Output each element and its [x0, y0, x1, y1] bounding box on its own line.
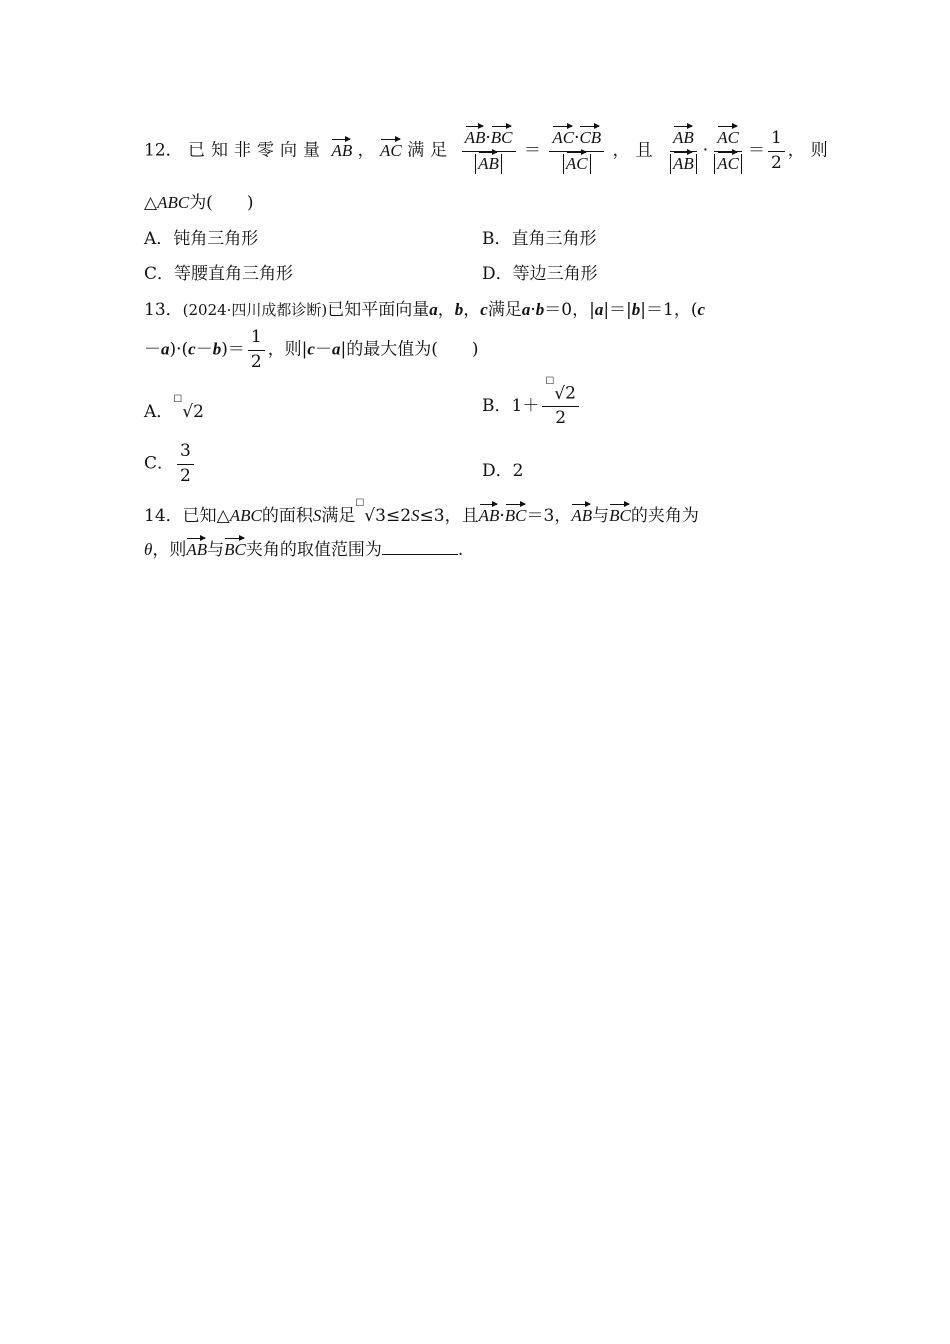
q13-opt-c-num: 3: [177, 442, 194, 465]
q12-line2: [144, 188, 253, 213]
q13-satisfy: 满足: [487, 300, 522, 320]
q13-option-c[interactable]: [144, 442, 197, 486]
q13-paren: )·(: [169, 339, 189, 360]
q13-eq-half: )＝: [221, 339, 245, 360]
frac1-num-b: BC: [490, 128, 513, 147]
q13-opt-c-label: C．: [144, 453, 175, 474]
vec-c: c: [480, 300, 488, 319]
q14-line2: [144, 535, 463, 560]
q14-s: S: [312, 506, 322, 525]
frac3-num: AB: [673, 128, 694, 147]
q13-line1: 13．(2024·四川成都诊断)已知平面向量a，b，c满足a·b＝0，|a|＝|b|＝1，(c: [144, 300, 706, 320]
vector-ac: AC: [380, 140, 402, 160]
q14-vector-ab-3: AB: [186, 540, 208, 559]
q14-vector-ab: AB: [478, 506, 500, 525]
q14-stem8: 的夹角为: [630, 506, 699, 526]
q12-fraction-4: [711, 128, 745, 174]
frac2-num-b: CB: [579, 128, 602, 147]
q12-fraction-2: $\frac{AC\cdot CB}{AC}$: [549, 128, 604, 174]
q12-option-b[interactable]: B．直角三角形: [482, 229, 597, 249]
q13-opt-b-pre: 1＋: [511, 395, 540, 416]
q13-dot: ·: [530, 300, 536, 320]
vec-c-4: c: [307, 339, 315, 359]
q12-line2-rest: 为( ): [189, 193, 254, 213]
vec-b: b: [454, 300, 464, 319]
q13-opt-b-frac: [542, 376, 579, 429]
vec-b-3: b: [631, 300, 641, 319]
q13-option-a[interactable]: [144, 394, 204, 422]
frac2-den: AC: [565, 153, 588, 173]
q13-eq0: ＝0，: [544, 300, 590, 320]
q12-fraction-3: [667, 128, 700, 174]
q14-vector-bc-3: BC: [224, 540, 246, 559]
q14-stem3: 满足: [321, 506, 356, 526]
q14-stem1: 已知△: [182, 506, 230, 526]
vec-a: a: [429, 300, 438, 319]
q12-half-num: 1: [768, 129, 785, 152]
q14-stem9: ，则: [152, 540, 187, 560]
frac4-num: AC: [717, 128, 739, 147]
q13-opt-a-val: 2: [193, 402, 204, 422]
q13-eq1: ＝1，(: [646, 300, 698, 320]
q13-opt-a-label: A．: [144, 402, 174, 422]
triangle-symbol: △: [144, 193, 158, 213]
q13-opt-b-label: B．: [482, 395, 512, 416]
q13-mod-eq: ＝: [609, 300, 627, 320]
q14-number: 14．: [144, 506, 183, 526]
q12-eq-2: ＝: [747, 140, 765, 161]
q13-then: ，则|: [267, 339, 308, 360]
vec-a-4: a: [161, 339, 170, 359]
sqrt-icon: ☐√: [545, 376, 566, 404]
q12-number: 12．: [144, 140, 183, 161]
vec-a-3: a: [594, 300, 604, 319]
q12-fraction-1: $\frac{AB\cdot BC}{AB}$: [462, 128, 516, 174]
q14-stem7: 与: [592, 506, 610, 526]
q14-vector-bc-2: BC: [609, 506, 631, 525]
sqrt-icon: ☐√: [355, 498, 376, 526]
q12-stem-prefix: 已知非零向量: [188, 140, 327, 161]
frac2-num-a: AC: [552, 128, 575, 147]
q13-option-d[interactable]: D．2: [482, 461, 524, 481]
q13-stem1: 已知平面向量: [327, 300, 430, 320]
q12-eq: ＝: [523, 140, 541, 161]
q13-opt-c-frac: [177, 442, 194, 486]
q14-vector-ab-2: AB: [571, 506, 593, 525]
vec-c-3: c: [188, 339, 196, 359]
q12-option-a[interactable]: A．钝角三角形: [144, 229, 259, 249]
q14-stem11: 夹角的取值范围为: [245, 540, 382, 560]
q12-half: [768, 129, 785, 173]
sqrt-icon: ☐√: [173, 394, 194, 422]
frac4-den: AC: [717, 153, 739, 173]
q12-option-d[interactable]: D．等边三角形: [482, 264, 598, 284]
frac1-den: AB: [478, 153, 499, 173]
q13-minus-2: －: [195, 339, 213, 360]
q14-stem4: ≤2: [385, 506, 412, 526]
q12-line1: 12． 已知非零向量 AB ， AC 满足 $\frac{AB\cdot BC}{AB}$ ＝ $\frac{AC\cdot CB}{AC}$ ，且 $\frac{AB}{AB}$ · $\frac{AC}{AC}$ ＝ $\frac{1}{2}$ ，则: [144, 128, 834, 173]
answer-blank[interactable]: [382, 540, 458, 555]
q13-half-num: 1: [248, 328, 265, 351]
q13-minus-3: －: [314, 339, 332, 360]
q14-s-2: S: [411, 506, 420, 525]
q13-opt-b-num: 2: [565, 383, 576, 404]
q13-opt-c-den: 2: [180, 465, 191, 486]
q13-max: |的最大值为( ): [340, 339, 479, 360]
q14-abc: ABC: [229, 506, 262, 525]
vector-ab: AB: [331, 140, 353, 160]
q13-half-den: 2: [250, 351, 262, 372]
q13-minus: －: [144, 339, 161, 360]
q14-dot: ·: [499, 506, 505, 526]
q13-option-b[interactable]: [482, 376, 582, 429]
q14-stem5: ≤3，且: [419, 506, 479, 526]
vec-b-4: b: [212, 339, 222, 359]
q12-option-c[interactable]: C．等腰直角三角形: [144, 264, 294, 284]
q13-source: (2024·四川成都诊断): [182, 301, 328, 319]
q14-stem6: ＝3，: [526, 506, 572, 526]
q13-opt-b-den: 2: [555, 408, 567, 429]
q12-half-den: 2: [770, 152, 782, 173]
q13-half: [248, 328, 265, 372]
q12-and: ，且: [612, 140, 659, 161]
q14-end: .: [457, 540, 464, 560]
q14-line1: [144, 498, 699, 526]
q14-stem2: 的面积: [261, 506, 313, 526]
q12-abc: ABC: [157, 193, 190, 212]
q12-satisfy: 满足: [407, 140, 454, 161]
vec-b-2: b: [535, 300, 545, 319]
q14-vector-bc: BC: [504, 506, 527, 525]
q14-stem10: 与: [207, 540, 225, 560]
q13-line2: [144, 328, 478, 372]
vec-a-5: a: [331, 339, 341, 359]
q14-theta: θ: [144, 540, 153, 559]
q12-then: ，则: [787, 140, 834, 161]
q13-comma-2: ，: [463, 300, 481, 320]
q14-root-val: 3: [375, 506, 386, 526]
q13-comma-1: ，: [437, 300, 455, 320]
q13-number: 13．: [144, 300, 183, 320]
vec-a-2: a: [521, 300, 531, 319]
frac3-den: AB: [673, 153, 694, 173]
frac1-num-a: AB: [464, 128, 486, 147]
q12-sep: ，: [357, 140, 375, 161]
vec-c-2: c: [697, 300, 706, 319]
